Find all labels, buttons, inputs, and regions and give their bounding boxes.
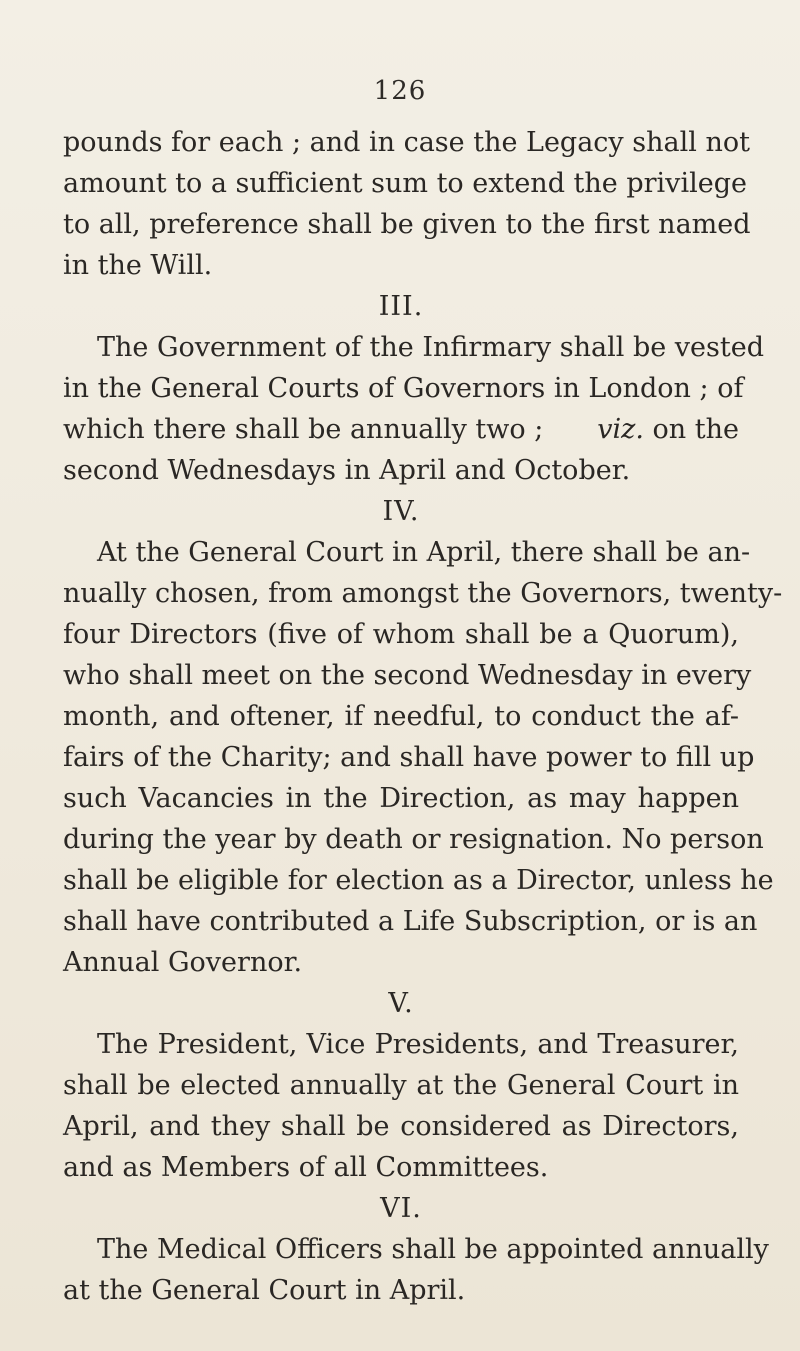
text-line: during the year by death or resignation. No person	[63, 824, 764, 855]
text-line: fairs of the Charity; and shall have power to fill up	[63, 742, 755, 773]
text-line: The President, Vice Presidents, and Treasurer,	[97, 1029, 739, 1060]
text-line: such Vacancies in the Direction, as may happen	[63, 783, 739, 814]
text-line: four Directors (five of whom shall be a Quorum),	[63, 619, 739, 650]
text-line: second Wednesdays in April and October.	[63, 455, 631, 486]
text-line: shall be eligible for election as a Director, unless he	[63, 865, 774, 896]
text-line: The Government of the Infirmary shall be vested	[97, 332, 764, 363]
text-line: Annual Governor.	[63, 947, 303, 978]
text-line: pounds for each ; and in case the Legacy shall not	[63, 127, 750, 158]
text-line-with-italic	[63, 409, 739, 450]
text-line: who shall meet on the second Wednesday in every	[63, 660, 752, 691]
section-heading-v: V.	[388, 988, 414, 1019]
text-line: amount to a sufficient sum to extend the privilege	[63, 168, 747, 199]
text-line: at the General Court in April.	[63, 1275, 466, 1306]
italic-viz: viz.	[597, 414, 644, 445]
text-line: April, and they shall be considered as Directors,	[63, 1111, 739, 1142]
text-line: shall be elected annually at the General Court in	[63, 1070, 739, 1101]
text-line: month, and oftener, if needful, to conduct the af-	[63, 701, 739, 732]
body-text	[63, 122, 783, 1311]
text-line: shall have contributed a Life Subscription, or is an	[63, 906, 758, 937]
text-segment: which there shall be annually two ;	[63, 414, 552, 445]
section-heading-iv: IV.	[382, 496, 420, 527]
text-line: The Medical Officers shall be appointed annually	[97, 1234, 769, 1265]
text-line: At the General Court in April, there shall be an-	[97, 537, 751, 568]
text-line: in the General Courts of Governors in London ; of	[63, 373, 744, 404]
text-line: nually chosen, from amongst the Governors, twenty-	[63, 578, 783, 609]
section-heading-vi: VI.	[380, 1193, 422, 1224]
text-line: and as Members of all Committees.	[63, 1152, 549, 1183]
text-line: in the Will.	[63, 250, 213, 281]
section-heading-iii: III.	[378, 291, 424, 322]
text-line: to all, preference shall be given to the first named	[63, 209, 751, 240]
page-number: 126	[373, 76, 427, 106]
text-segment: on the	[643, 414, 739, 445]
